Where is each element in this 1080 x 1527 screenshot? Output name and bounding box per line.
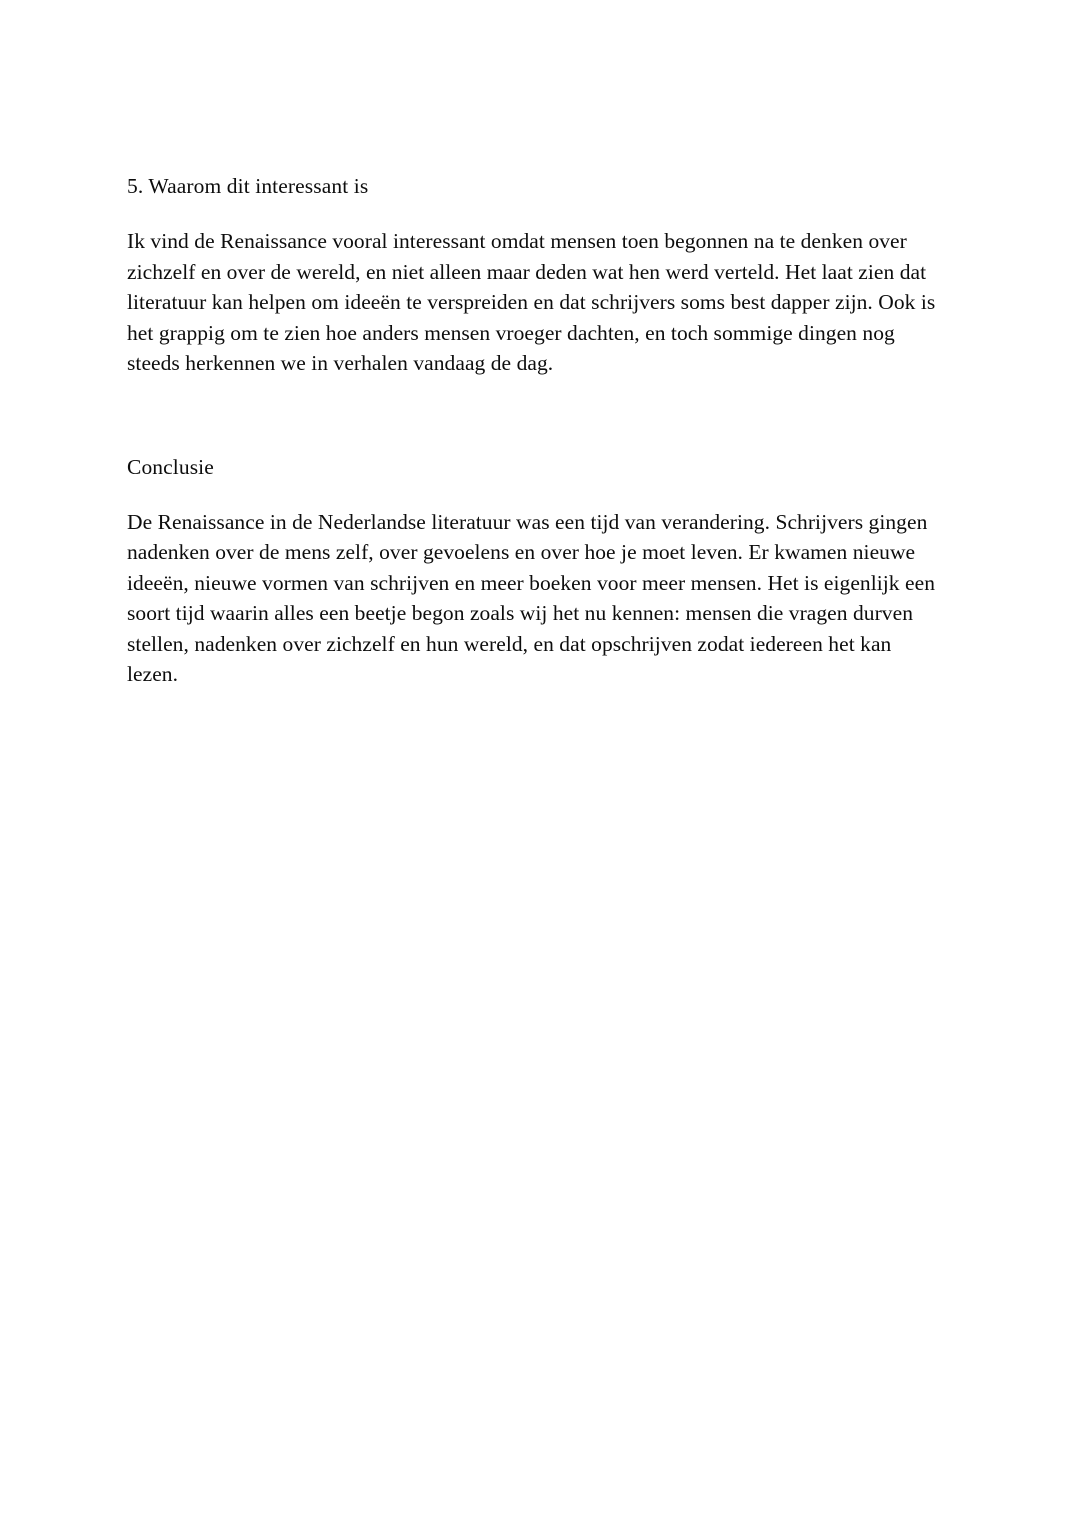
section-paragraph-conclusie: De Renaissance in de Nederlandse literatuur was een tijd van verandering. Schrijvers gingen nadenken over de mens zelf, over gevoelens en over hoe je moet leven. Er kwamen nieuwe ideeën, nieuwe vormen van schrijven en meer boeken voor meer mensen. Het is eigenlijk een soort tijd waarin alles een beetje begon zoals wij het nu kennen: mensen die vragen durven stellen, nadenken over zichzelf en hun wereld, en dat opschrijven zodat iedereen het kan lezen. <box>127 509 936 686</box>
spacer-after-first-heading <box>127 200 947 226</box>
document-body <box>127 172 947 690</box>
spacer-between-sections <box>127 379 947 453</box>
spacer-after-conclusie-heading <box>127 481 947 507</box>
section-paragraph-waarom-dit-interessant-is: Ik vind de Renaissance vooral interessant omdat mensen toen begonnen na te denken over zichzelf en over de wereld, en niet alleen maar deden wat hen werd verteld. Het laat zien dat literatuur kan helpen om ideeën te verspreiden en dat schrijvers soms best dapper zijn. Ook is het grappig om te zien hoe anders mensen vroeger dachten, en toch sommige dingen nog steeds herkennen we in verhalen vandaag de dag. <box>127 229 936 375</box>
section-heading-waarom-dit-interessant-is: 5. Waarom dit interessant is <box>127 174 369 198</box>
section-heading-conclusie: Conclusie <box>127 454 214 479</box>
